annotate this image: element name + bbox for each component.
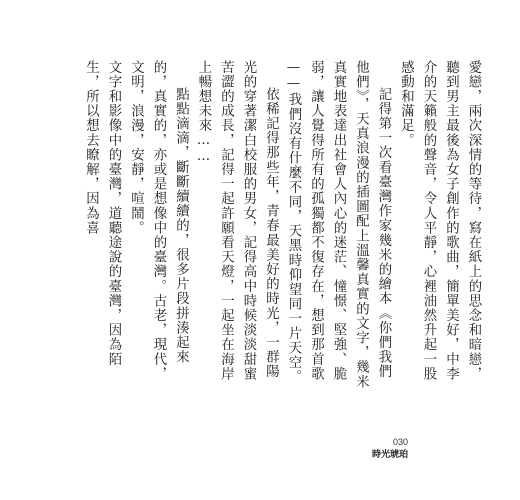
book-title: 時光琥珀	[371, 449, 408, 459]
page-footer	[372, 436, 408, 460]
paragraph-4: 點點滴滴，斷斷續續的，很多片段拼湊起來的，真實的，亦或是想像中的臺灣。古老，現代，文明，浪漫，安靜，喧鬧。	[128, 60, 189, 382]
page-number: 030	[392, 437, 408, 447]
paragraph-3: 依稀記得那些年，青春最美好的時光，一群陽光的穿著潔白校服的男女，記得高中時候淡淡甜蜜苦澀的成長，記得一起許願看天燈，一起坐在海岸上暢想未來……	[196, 60, 279, 382]
paragraph-1: 愛戀，兩次深情的等待，寫在紙上的思念和暗戀，聽到男主最後為女子創作的歌曲，簡單美好，中李介的天籟般的聲音，令人平靜，心裡油然升起一股感動和滿足。	[398, 60, 481, 382]
vertical-text-body	[79, 60, 484, 390]
paragraph-5: 文字和影像中的臺灣，道聽途說的臺灣，因為陌生，所以想去瞭解，因為喜	[83, 60, 121, 367]
paragraph-2: 記得第一次看臺灣作家幾米的繪本《你們我們他們》，天真浪漫的插圖配上溫馨真實的文字，幾米真實地表達出社會人內心的迷茫、憧憬、堅強、脆弱，讓人覺得所有的孤獨都不復存在，想到那首歌——我們沒有什麼不同，天黑時仰望同一片天空。	[286, 60, 391, 390]
